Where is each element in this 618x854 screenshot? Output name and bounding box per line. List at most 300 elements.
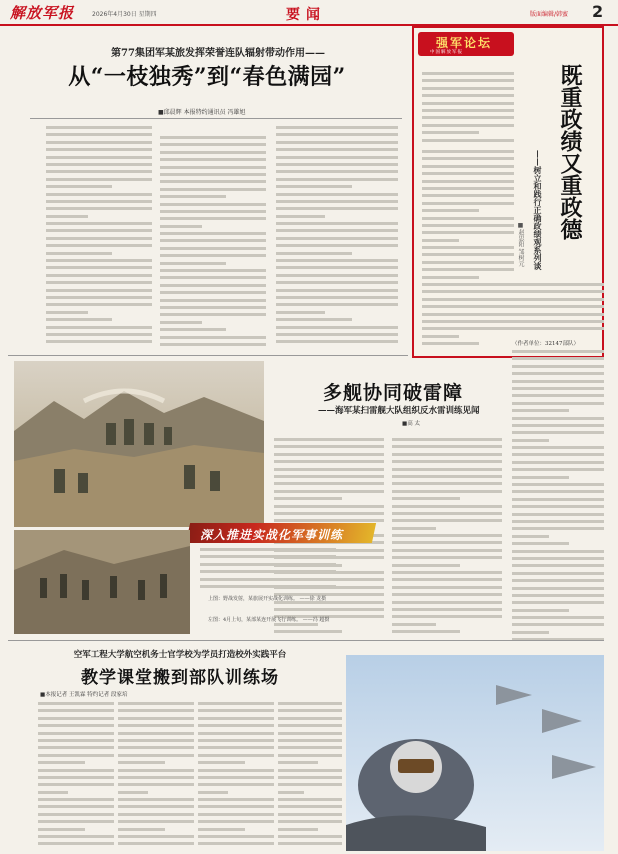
text-line (422, 165, 514, 168)
text-line (392, 534, 502, 537)
text-line (198, 791, 228, 794)
text-line (118, 835, 194, 838)
text-line (512, 623, 604, 626)
text-line (276, 178, 398, 181)
text-line (512, 394, 604, 397)
article3-headline[interactable]: 教学课堂搬到部队训练场 (81, 668, 279, 688)
article3-kicker: 空军工程大学航空机务士官学校为学员打造校外实践平台 (73, 650, 287, 660)
text-line (46, 133, 152, 136)
text-line (392, 541, 502, 544)
text-line (422, 79, 514, 82)
text-line (278, 739, 342, 742)
text-line (512, 505, 604, 508)
text-line (392, 586, 502, 589)
article1-byline: ■邱晨辉 本报特约通讯员 冯雄旭 (158, 109, 246, 116)
text-line (422, 290, 514, 293)
text-line (118, 842, 194, 845)
text-line (276, 193, 398, 196)
text-line (198, 769, 274, 772)
text-line (512, 320, 604, 323)
article2-column-2 (392, 438, 502, 638)
text-line (278, 769, 342, 772)
text-line (392, 475, 502, 478)
text-line (392, 593, 502, 596)
text-line (422, 116, 514, 119)
text-line (278, 842, 342, 845)
text-line (198, 776, 274, 779)
banner-title: 强军论坛 (436, 36, 493, 50)
text-line (278, 820, 342, 823)
text-line (160, 232, 266, 235)
text-line (276, 185, 352, 188)
banner-subtitle: 中国解放军报 (430, 50, 463, 55)
text-line (422, 194, 514, 197)
article1-headline[interactable]: 从“一枝独秀”到“春色满园” (68, 64, 346, 90)
text-line (38, 746, 114, 749)
article2-headline[interactable]: 多舰协同破雷障 (322, 382, 463, 404)
text-line (276, 163, 398, 166)
text-line (422, 224, 514, 227)
article1-kicker: 第77集团军某旅发挥荣誉连队辐射带动作用—— (111, 48, 325, 59)
text-line (118, 717, 194, 720)
text-line (198, 805, 274, 808)
text-line (276, 340, 398, 343)
text-line (422, 342, 479, 345)
text-line (274, 490, 384, 493)
article1-column-1 (46, 126, 152, 348)
text-line (118, 791, 148, 794)
text-line (512, 461, 604, 464)
text-line (512, 417, 604, 420)
text-line (160, 188, 266, 191)
text-line (392, 608, 502, 611)
text-line (512, 476, 569, 479)
text-line (46, 148, 152, 151)
text-line (160, 180, 266, 183)
text-line (512, 357, 604, 360)
text-line (46, 229, 152, 232)
commentary-title[interactable]: 既重政绩又重政德 (557, 64, 583, 240)
text-line (198, 783, 274, 786)
text-line (46, 170, 152, 173)
text-line (274, 482, 384, 485)
text-line (160, 321, 202, 324)
text-line (276, 259, 398, 262)
text-line (198, 709, 274, 712)
text-line (274, 497, 342, 500)
text-line (160, 343, 266, 346)
text-line (274, 608, 384, 611)
text-line (276, 296, 398, 299)
text-line (278, 798, 342, 801)
text-line (278, 776, 342, 779)
text-line (422, 276, 479, 279)
text-line (422, 283, 514, 286)
text-line (276, 274, 398, 277)
photo-desert-launch (14, 361, 264, 527)
text-line (274, 453, 384, 456)
text-line (276, 170, 398, 173)
article1-divider (30, 118, 402, 119)
text-line (422, 217, 514, 220)
text-line (276, 281, 398, 284)
text-line (198, 724, 274, 727)
text-line (512, 453, 604, 456)
training-banner (188, 521, 374, 545)
text-line (512, 601, 604, 604)
article2-column-lead (200, 548, 336, 592)
text-line (512, 313, 604, 316)
text-line (278, 754, 342, 757)
text-line (38, 835, 114, 838)
text-line (198, 813, 274, 816)
text-line (38, 724, 114, 727)
text-line (46, 274, 152, 277)
article2-byline: ■高 太 (402, 421, 420, 427)
text-line (160, 247, 266, 250)
text-line (200, 570, 336, 573)
page-number: 2 (592, 2, 604, 21)
text-line (46, 266, 152, 269)
text-line (392, 549, 502, 552)
commentary-body (422, 150, 514, 352)
text-line (276, 148, 398, 151)
text-line (392, 601, 502, 604)
text-line (392, 527, 436, 530)
text-line (422, 124, 514, 127)
text-line (160, 336, 266, 339)
page-editor: 版面编辑/韩蜜 (530, 11, 569, 18)
text-line (38, 761, 85, 764)
text-line (276, 318, 352, 321)
text-line (276, 207, 398, 210)
text-line (276, 244, 398, 247)
text-line (118, 798, 194, 801)
text-line (392, 630, 460, 633)
text-line (160, 143, 266, 146)
text-line (276, 215, 325, 218)
text-line (46, 296, 152, 299)
text-line (118, 783, 194, 786)
text-line (118, 754, 194, 757)
text-line (198, 746, 274, 749)
text-line (160, 262, 226, 265)
text-line (160, 210, 266, 213)
jets-scene (346, 655, 604, 851)
article3-separator (8, 640, 604, 641)
text-line (512, 513, 604, 516)
photo-caption-lower: 左图：4月上旬，某部某连开展飞行训练。 ——冯 超摄 (208, 617, 330, 623)
text-line (46, 333, 152, 336)
text-line (392, 482, 502, 485)
text-line (160, 151, 266, 154)
text-line (276, 229, 398, 232)
text-line (392, 571, 502, 574)
commentary-continued (512, 350, 604, 646)
text-line (274, 438, 384, 441)
text-line (276, 222, 398, 225)
text-line (274, 475, 384, 478)
text-line (46, 126, 152, 129)
text-line (160, 299, 266, 302)
text-line (198, 828, 245, 831)
text-line (278, 805, 342, 808)
photo-troops (14, 530, 190, 634)
text-line (160, 306, 266, 309)
text-line (200, 563, 336, 566)
text-line (160, 313, 266, 316)
text-line (198, 761, 245, 764)
text-line (38, 813, 114, 816)
issue-date: 2026年4月30日 星期四 (92, 11, 157, 18)
commentary-lead (422, 72, 514, 144)
text-line (276, 237, 398, 240)
text-line (46, 289, 152, 292)
text-line (512, 365, 604, 368)
text-line (38, 805, 114, 808)
text-line (422, 139, 514, 142)
training-banner-text: 深入推进实战化军事训练 (200, 528, 344, 542)
text-line (512, 587, 604, 590)
text-line (198, 798, 274, 801)
text-line (422, 94, 514, 97)
text-line (278, 835, 342, 838)
text-line (422, 313, 514, 316)
text-line (160, 291, 266, 294)
text-line (392, 564, 460, 567)
text-line (38, 828, 85, 831)
text-line (118, 805, 194, 808)
text-line (274, 445, 384, 448)
text-line (276, 326, 398, 329)
article2-subtitle: ——海军某扫雷舰大队组织反水雷训练见闻 (318, 406, 480, 416)
text-line (512, 498, 604, 501)
text-line (278, 746, 342, 749)
text-line (46, 215, 88, 218)
text-line (392, 556, 502, 559)
text-line (278, 702, 342, 705)
text-line (160, 158, 266, 161)
text-line (422, 231, 514, 234)
text-line (278, 717, 342, 720)
text-line (160, 136, 266, 139)
text-line (512, 372, 604, 375)
article3-column-3 (198, 702, 274, 848)
text-line (274, 512, 384, 515)
article3-column-4 (278, 702, 342, 848)
text-line (38, 739, 114, 742)
text-line (276, 200, 398, 203)
text-line (512, 387, 604, 390)
text-line (274, 460, 384, 463)
text-line (422, 150, 514, 153)
text-line (512, 290, 604, 293)
text-line (38, 769, 114, 772)
text-line (512, 350, 604, 353)
text-line (160, 269, 266, 272)
text-line (118, 769, 194, 772)
article1-column-3 (276, 126, 398, 348)
text-line (392, 519, 502, 522)
text-line (118, 761, 165, 764)
text-line (512, 468, 604, 471)
text-line (278, 783, 342, 786)
text-line (422, 187, 514, 190)
text-line (200, 585, 336, 588)
text-line (160, 195, 226, 198)
text-line (512, 542, 569, 545)
text-line (118, 776, 194, 779)
text-line (38, 791, 68, 794)
text-line (46, 178, 152, 181)
text-line (200, 548, 336, 551)
text-line (422, 131, 479, 134)
text-line (422, 72, 514, 75)
text-line (276, 141, 398, 144)
text-line (46, 193, 152, 196)
text-line (46, 237, 152, 240)
text-line (160, 328, 226, 331)
commentary-affiliation: （作者单位：32147部队） (512, 341, 579, 347)
text-line (38, 717, 114, 720)
text-line (392, 438, 502, 441)
text-line (200, 578, 336, 581)
text-line (118, 724, 194, 727)
text-line (200, 555, 336, 558)
text-line (278, 791, 304, 794)
text-line (512, 402, 604, 405)
text-line (118, 702, 194, 705)
text-line (118, 828, 165, 831)
text-line (422, 157, 514, 160)
text-line (38, 820, 114, 823)
text-line (118, 746, 194, 749)
text-line (160, 225, 202, 228)
text-line (118, 813, 194, 816)
text-line (160, 173, 266, 176)
text-line (422, 305, 514, 308)
text-line (198, 842, 274, 845)
text-line (160, 239, 266, 242)
text-line (512, 305, 604, 308)
text-line (422, 180, 514, 183)
text-line (46, 156, 152, 159)
text-line (38, 709, 114, 712)
commentary-banner (418, 32, 518, 58)
text-line (198, 835, 274, 838)
text-line (512, 535, 549, 538)
text-line (422, 246, 514, 249)
text-line (512, 564, 604, 567)
text-line (198, 754, 274, 757)
text-line (38, 776, 114, 779)
text-line (392, 615, 502, 618)
troops-scene (14, 530, 190, 634)
text-line (46, 303, 152, 306)
text-line (278, 724, 342, 727)
text-line (512, 557, 604, 560)
text-line (160, 276, 266, 279)
text-line (160, 217, 266, 220)
text-line (392, 497, 460, 500)
text-line (276, 126, 398, 129)
text-line (198, 739, 274, 742)
text-line (278, 761, 318, 764)
text-line (512, 409, 569, 412)
text-line (392, 453, 502, 456)
text-line (512, 431, 604, 434)
text-line (512, 424, 604, 427)
text-line (392, 460, 502, 463)
text-line (392, 623, 436, 626)
text-line (512, 446, 604, 449)
text-line (422, 298, 514, 301)
text-line (422, 202, 514, 205)
text-line (198, 717, 274, 720)
article3-byline: ■本报记者 王凯霖 特约记者 段家培 (40, 692, 128, 698)
text-line (46, 259, 152, 262)
text-line (38, 702, 114, 705)
text-line (512, 594, 604, 597)
text-line (276, 289, 398, 292)
text-line (46, 244, 152, 247)
text-line (198, 820, 274, 823)
text-line (422, 268, 514, 271)
text-line (422, 320, 514, 323)
text-line (512, 490, 604, 493)
text-line (198, 732, 274, 735)
text-line (422, 109, 514, 112)
text-line (422, 172, 514, 175)
text-line (392, 490, 502, 493)
text-line (422, 335, 459, 338)
text-line (512, 609, 569, 612)
text-line (422, 87, 514, 90)
text-line (278, 813, 342, 816)
text-line (512, 483, 604, 486)
text-line (278, 828, 318, 831)
text-line (46, 141, 152, 144)
text-line (422, 209, 479, 212)
text-line (422, 327, 514, 330)
text-line (118, 820, 194, 823)
text-line (276, 311, 325, 314)
text-line (512, 439, 549, 442)
text-line (512, 527, 604, 530)
text-line (160, 284, 266, 287)
text-line (38, 732, 114, 735)
text-line (512, 579, 604, 582)
text-line (392, 578, 502, 581)
text-line (276, 333, 398, 336)
text-line (422, 253, 514, 256)
text-line (46, 252, 112, 255)
article3-column-1 (38, 702, 114, 848)
text-line (46, 340, 152, 343)
article-separator (8, 355, 408, 356)
text-line (512, 572, 604, 575)
text-line (198, 702, 274, 705)
text-line (46, 200, 152, 203)
text-line (276, 303, 398, 306)
photo-jets (346, 655, 604, 851)
masthead (0, 0, 618, 26)
text-line (38, 754, 114, 757)
text-line (512, 327, 604, 330)
text-line (422, 239, 459, 242)
text-line (118, 732, 194, 735)
text-line (392, 512, 502, 515)
